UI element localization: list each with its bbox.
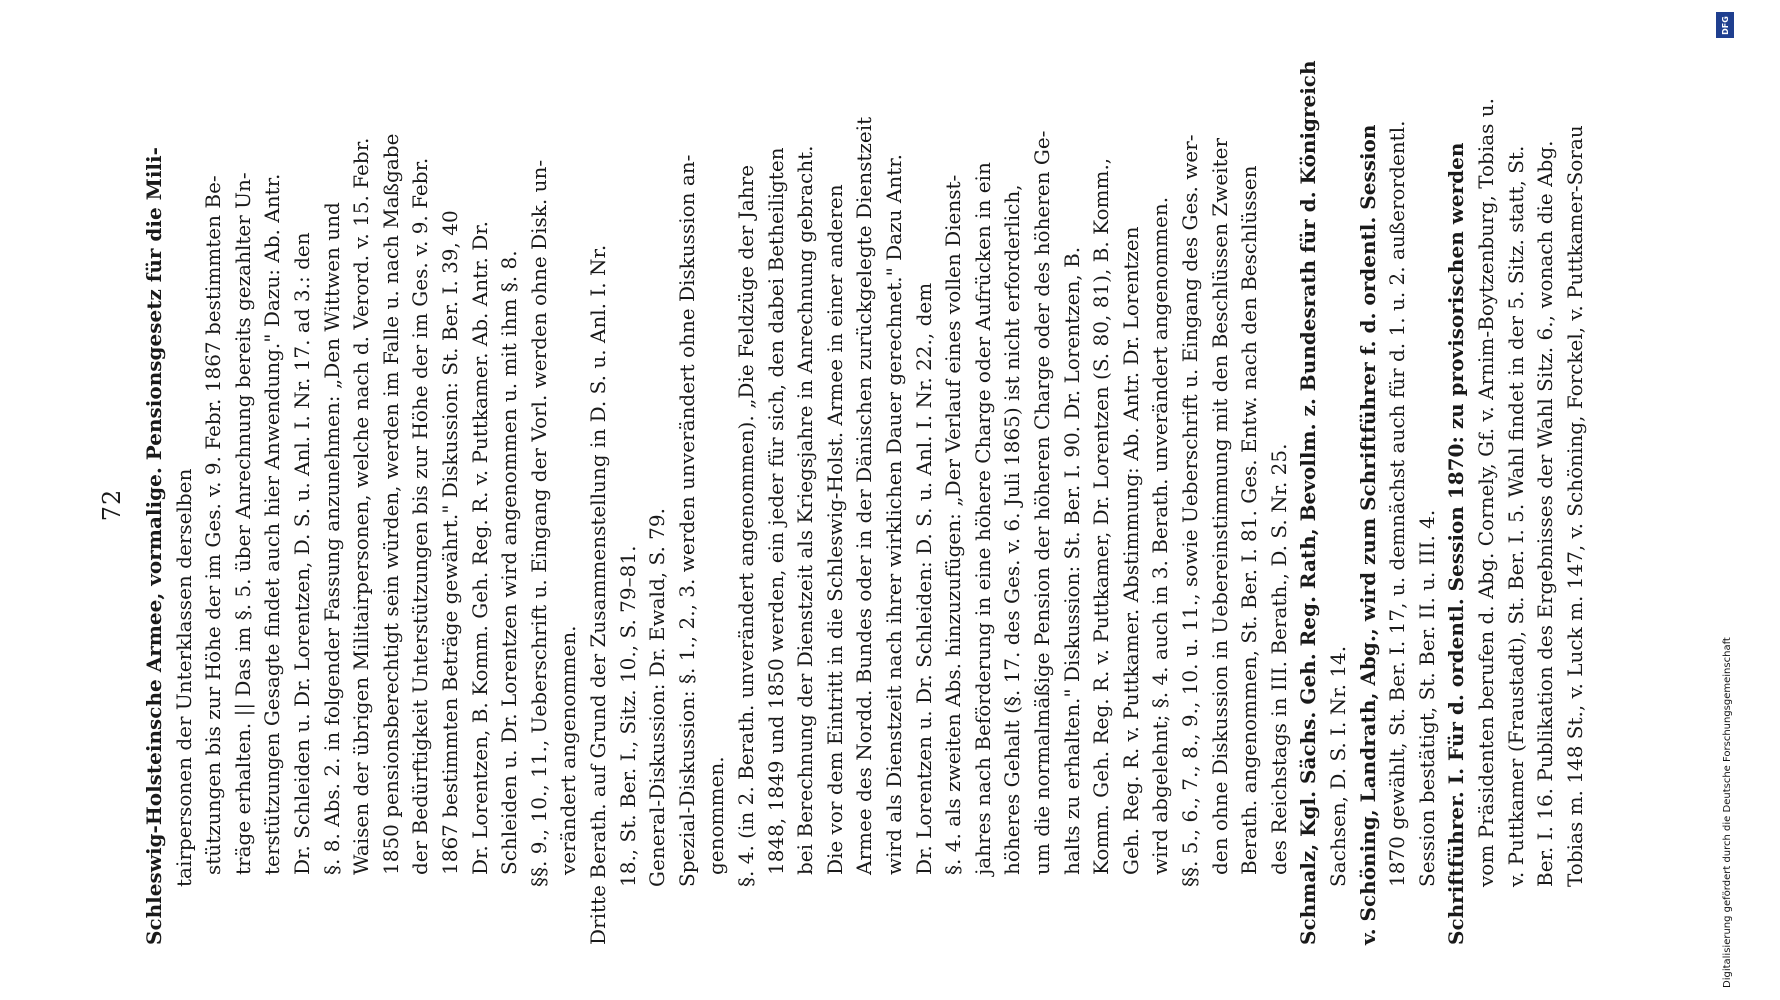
text-line: tairpersonen der Unterklassen derselben xyxy=(171,468,196,887)
text-line: terstützungen Gesagte findet auch hier Anwendung." Dazu: Ab. Antr. xyxy=(260,173,285,875)
text-line: den ohne Diskussion in Uebereinstimmung mit den Beschlüssen Zweiter xyxy=(1207,137,1232,875)
text-line: §§. 5., 6., 7., 8., 9., 10. u. 11., sowie Ueberschrift u. Eingang des Ges. wer- xyxy=(1178,134,1202,887)
text-line: §§. 9., 10., 11., Ueberschrift u. Eingang der Vorl. werden ohne Disk. un- xyxy=(526,159,551,887)
text-line: höheres Gehalt (§. 17. des Ges. v. 6. Juli 1865) ist nicht erforderlich, xyxy=(1000,184,1025,875)
text-line: Dr. Lorentzen u. Dr. Schleiden: D. S. u. Anl. I. Nr. 22., dem xyxy=(911,282,936,875)
text-line: Dritte Berath. auf Grund der Zusammenstellung in D. S. u. Anl. I. Nr. xyxy=(586,244,610,945)
text-line: 1867 bestimmten Beträge gewährt." Diskussion: St. Ber. I. 39, 40 xyxy=(438,210,462,875)
text-line: §. 4. (in 2. Berath. unverändert angenommen). „Die Feldzüge der Jahre xyxy=(734,164,758,887)
text-line: Armee des Nordd. Bundes oder in der Dänischen zurückgelegte Dienstzeit xyxy=(852,116,877,875)
text-line: §. 4. als zweiten Abs. hinzuzufügen: „Der Verlauf eines vollen Dienst- xyxy=(941,174,966,875)
text-line: Schriftführer. I. Für d. ordentl. Session 1870: zu provisorischen werden xyxy=(1444,142,1469,945)
text-line: 1850 pensionsberechtigt sein würden, werden im Falle u. nach Maßgabe xyxy=(378,133,403,875)
text-line: Dr. Schleiden u. Dr. Lorentzen, D. S. u. Anl. I. Nr. 17. ad 3.: den xyxy=(290,232,314,875)
page-content xyxy=(98,60,1672,945)
text-line: stützungen bis zur Höhe der im Ges. v. 9. Febr. 1867 bestimmten Be- xyxy=(201,175,226,875)
text-line: um die normalmäßige Pension der höheren Charge oder des höheren Ge- xyxy=(1030,130,1054,875)
text-line: jahres nach Beförderung in eine höhere Charge oder Aufrücken in ein xyxy=(970,162,995,875)
text-line: Sachsen, D. S. I. Nr. 14. xyxy=(1326,645,1350,887)
text-line: genommen. xyxy=(704,756,729,875)
page-number: 72 xyxy=(98,488,126,522)
text-line: Die vor dem Eintritt in die Schleswig-Holst. Armee in einer anderen xyxy=(822,184,847,875)
text-line: Ber. I. 16. Publikation des Ergebnisses der Wahl Sitz. 6., wonach die Abg. xyxy=(1533,140,1558,887)
text-line: verändert angenommen. xyxy=(556,625,581,875)
text-line: halts zu erhalten." Diskussion: St. Ber. I. 90. Dr. Lorentzen, B. xyxy=(1059,246,1084,875)
text-line: wird als Dienstzeit nach ihrer wirklichen Dauer gerechnet." Dazu Antr. xyxy=(882,154,906,875)
text-line: vom Präsidenten berufen d. Abg. Cornely, Gf. v. Arnim-Boytzenburg, Tobias u. xyxy=(1474,97,1498,887)
text-line: §. 8. Abs. 2. in folgender Fassung anzunehmen: „Den Wittwen und xyxy=(319,202,344,875)
text-line: wird abgelehnt; §. 4. auch in 3. Berath. unverändert angenommen. xyxy=(1148,196,1173,875)
text-line: Tobias m. 148 St., v. Luck m. 147, v. Schöning, Forckel, v. Puttkamer-Sorau xyxy=(1562,125,1587,887)
text-line: Waisen der übrigen Militairpersonen, welche nach d. Verord. v. 15. Febr. xyxy=(349,137,374,875)
text-line: des Reichstags in III. Berath., D. S. Nr. 25. xyxy=(1266,443,1291,875)
text-line: General-Diskussion: Dr. Ewald, S. 79. xyxy=(645,508,670,887)
text-line: 1870 gewählt, St. Ber. I. 17, u. demnächst auch für d. 1. u. 2. außerordentl. xyxy=(1385,120,1410,887)
text-line: Schleswig-Holsteinsche Armee, vormalige. Pensionsgesetz für die Mili- xyxy=(142,147,166,945)
text-line: v. Schöning, Landrath, Abg., wird zum Schriftführer f. d. ordentl. Session xyxy=(1355,124,1380,945)
text-line: der Bedürftigkeit Unterstützungen bis zur Höhe der im Ges. v. 9. Febr. xyxy=(408,157,433,875)
text-line: Schmalz, Kgl. Sächs. Geh. Reg. Rath, Bevollm. z. Bundesrath für d. Königreich xyxy=(1296,60,1321,945)
text-line: Schleiden u. Dr. Lorentzen wird angenommen u. mit ihm §. 8. xyxy=(497,250,522,875)
dfg-logo-text: DFG xyxy=(1720,15,1730,35)
text-line: 18., St. Ber. I., Sitz. 10., S. 79–81. xyxy=(615,545,640,887)
text-line: träge erhalten. || Das im §. 5. über Anrechnung bereits gezahlter Un- xyxy=(230,172,255,875)
dfg-logo-icon xyxy=(1716,12,1734,38)
text-line: Spezial-Diskussion: §. 1., 2., 3. werden unverändert ohne Diskussion an- xyxy=(674,154,699,887)
text-line: Komm. Geh. Reg. R. v. Puttkamer, Dr. Lorentzen (S. 80, 81), B. Komm., xyxy=(1089,157,1114,875)
text-line: Session bestätigt, St. Ber. II. u. III. 4. xyxy=(1414,509,1439,887)
text-line: Berath. angenommen, St. Ber. I. 81. Ges. Entw. nach den Beschlüssen xyxy=(1237,165,1262,875)
text-line: bei Berechnung der Dienstzeit als Kriegsjahre in Anrechnung gebracht. xyxy=(793,145,818,875)
text-line: v. Puttkamer (Fraustadt), St. Ber. I. 5. Wahl findet in der 5. Sitz. statt, St. xyxy=(1503,145,1528,887)
text-line: Dr. Lorentzen, B. Komm. Geh. Reg. R. v. Puttkamer. Ab. Antr. Dr. xyxy=(467,221,492,875)
digitization-credit: Digitalisierung gefördert durch die Deutsche Forschungsgemeinschaft xyxy=(1722,637,1733,988)
text-line: Geh. Reg. R. v. Puttkamer. Abstimmung: Ab. Antr. Dr. Lorentzen xyxy=(1118,226,1143,875)
text-line: 1848, 1849 und 1850 werden, ein jeder für sich, den dabei Betheiligten xyxy=(763,147,788,875)
